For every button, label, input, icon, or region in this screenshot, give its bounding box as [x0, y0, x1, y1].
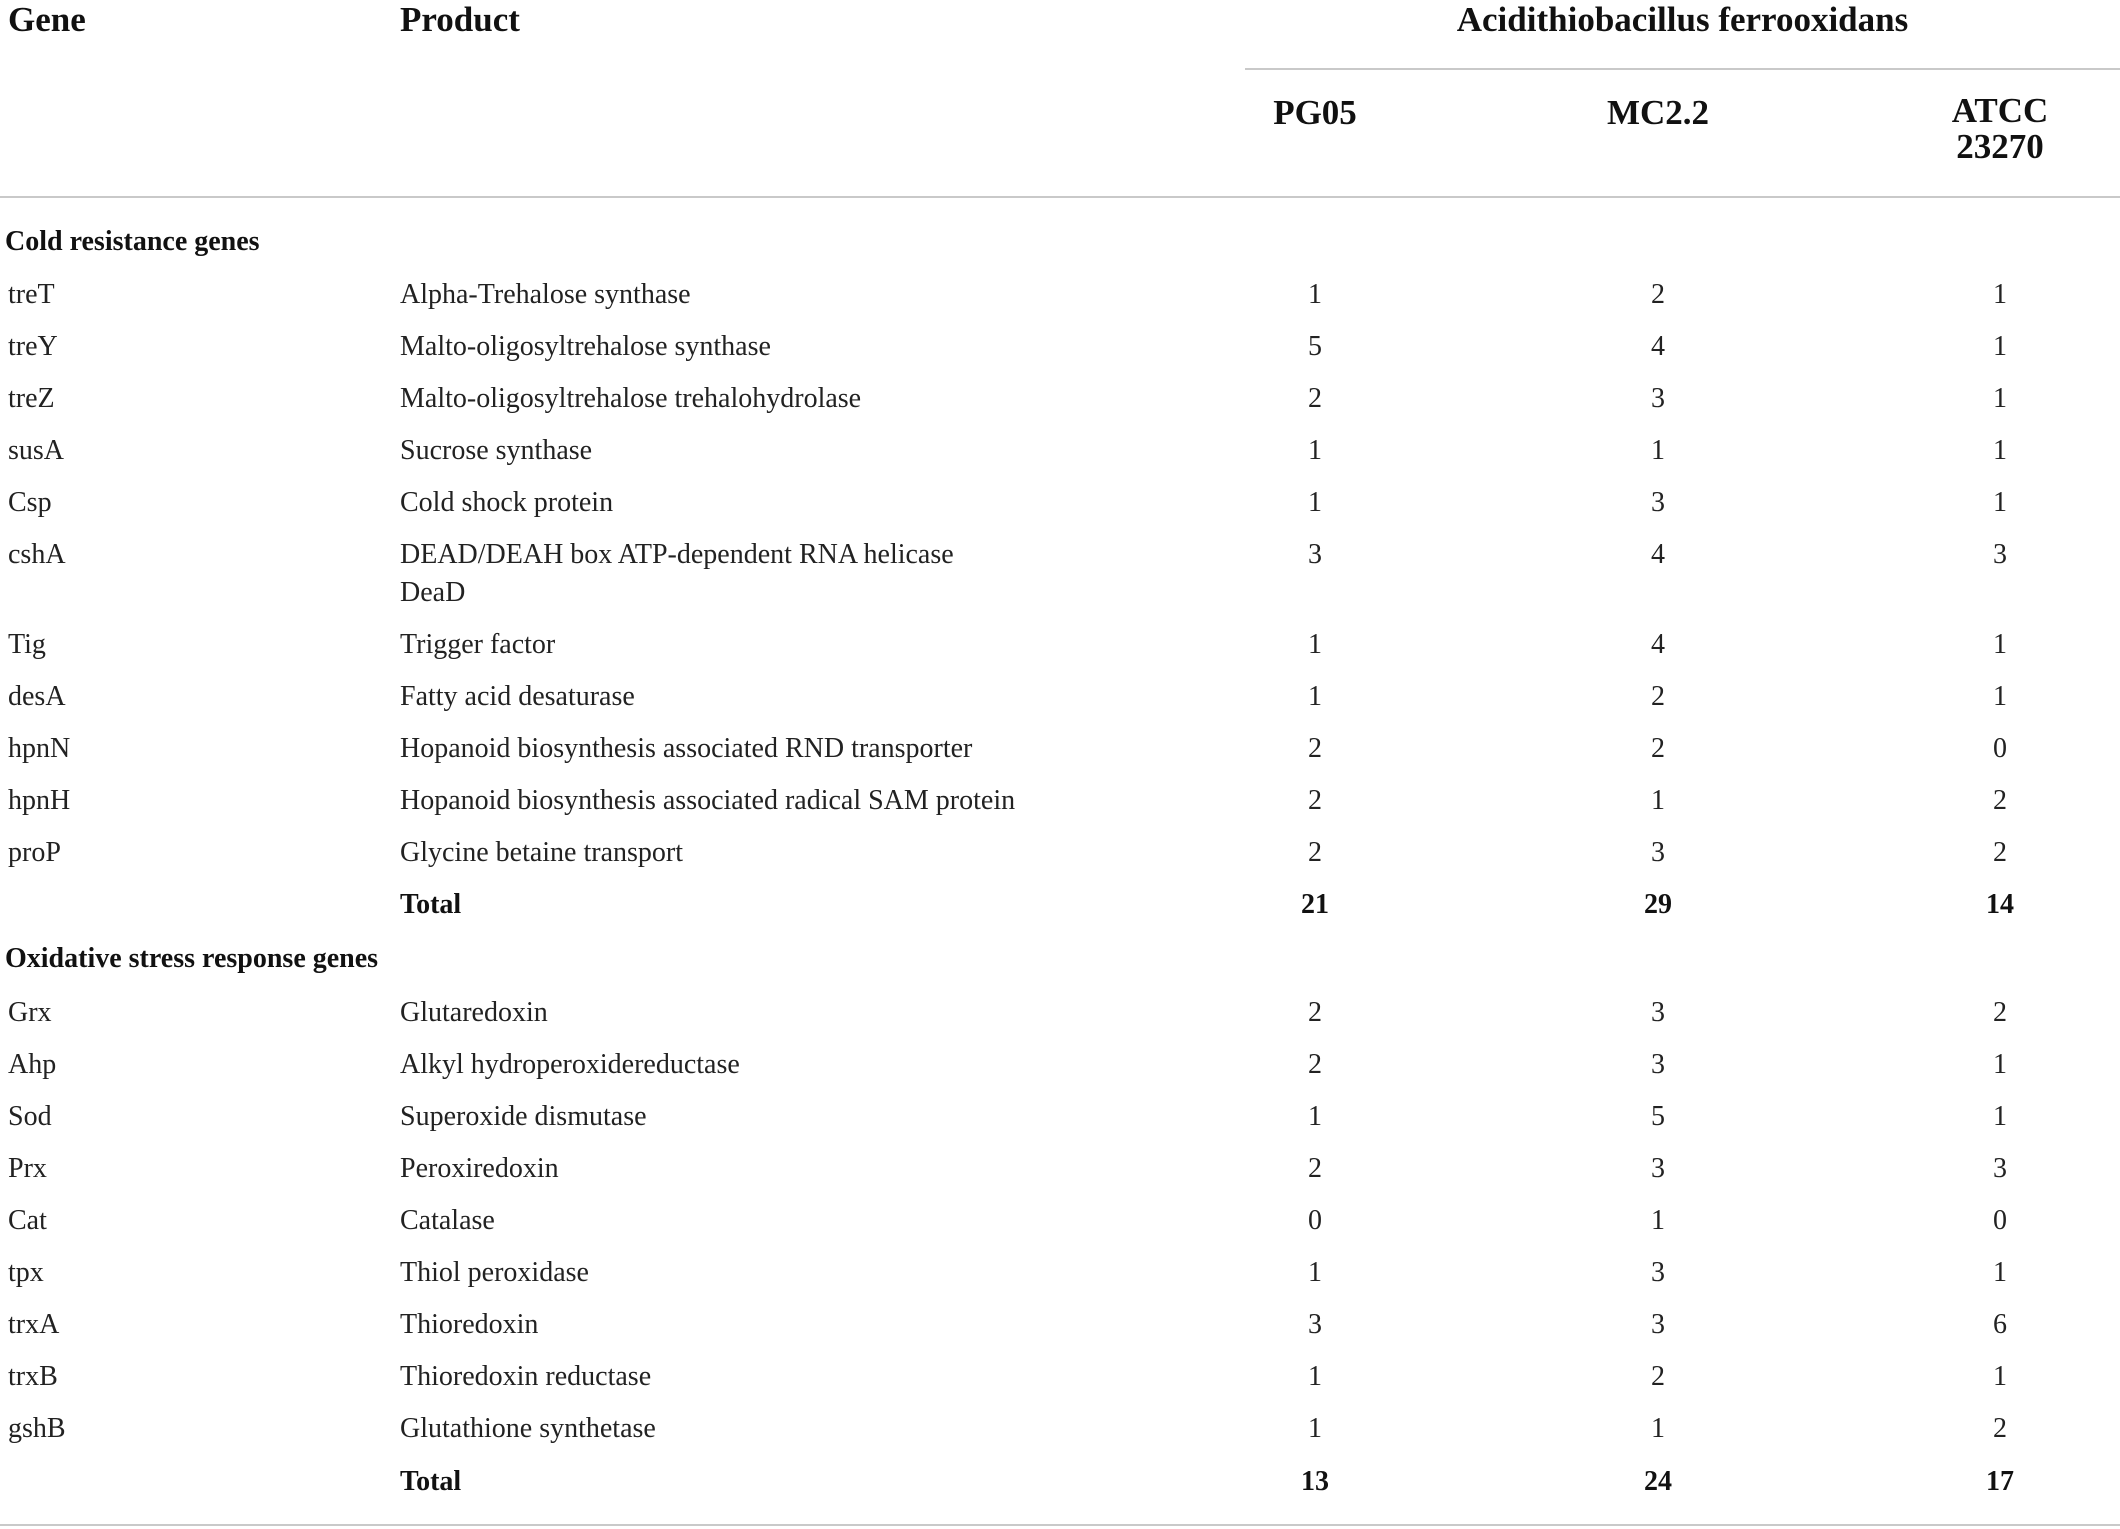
gene-cell: hpnN [8, 733, 71, 764]
value-mc22: 3 [1651, 1153, 1665, 1184]
header-bottom-rule [0, 196, 2120, 198]
product-column-header: Product [400, 0, 520, 39]
product-cell: Thioredoxin reductase [400, 1361, 652, 1392]
product-cell [400, 536, 954, 612]
gene-cell: trxA [8, 1309, 60, 1340]
gene-cell: treZ [8, 383, 55, 414]
product-cell: Thiol peroxidase [400, 1257, 589, 1288]
table-row [0, 1046, 2120, 1098]
value-mc22: 3 [1651, 1257, 1665, 1288]
value-mc22: 4 [1651, 629, 1665, 660]
value-mc22: 1 [1651, 785, 1665, 816]
value-pg05: 3 [1308, 1309, 1322, 1340]
table-row [0, 1150, 2120, 1202]
product-cell: Malto-oligosyltrehalose trehalohydrolase [400, 383, 862, 414]
value-mc22: 4 [1651, 539, 1665, 570]
value-pg05: 1 [1308, 1361, 1322, 1392]
value-atcc23270: 1 [1993, 1049, 2007, 1080]
table-row [0, 1358, 2120, 1410]
value-atcc23270: 0 [1993, 1205, 2007, 1236]
strain-header-pg05: PG05 [1273, 93, 1357, 132]
value-pg05: 1 [1308, 1413, 1322, 1444]
value-atcc23270: 1 [1993, 487, 2007, 518]
total-row [0, 1463, 2120, 1515]
value-atcc23270: 3 [1993, 539, 2007, 570]
total-pg05: 21 [1301, 889, 1329, 920]
total-mc22: 24 [1644, 1466, 1672, 1497]
table-row [0, 1254, 2120, 1306]
value-atcc23270: 2 [1993, 785, 2007, 816]
table-row [0, 328, 2120, 380]
product-cell: Hopanoid biosynthesis associated radical SAM protein [400, 785, 1016, 816]
value-atcc23270: 1 [1993, 1257, 2007, 1288]
table-row [0, 678, 2120, 730]
value-pg05: 2 [1308, 837, 1322, 868]
product-cell: Alpha-Trehalose synthase [400, 279, 691, 310]
gene-cell: treT [8, 279, 55, 310]
product-cell: Catalase [400, 1205, 495, 1236]
value-mc22: 2 [1651, 1361, 1665, 1392]
value-pg05: 1 [1308, 279, 1322, 310]
value-mc22: 2 [1651, 733, 1665, 764]
value-pg05: 5 [1308, 331, 1322, 362]
product-line-2: DeaD [400, 577, 466, 608]
gene-cell: trxB [8, 1361, 58, 1392]
section-title-oxidative-stress: Oxidative stress response genes [5, 943, 379, 974]
product-cell: Hopanoid biosynthesis associated RND transporter [400, 733, 973, 764]
table-row [0, 782, 2120, 834]
value-mc22: 3 [1651, 487, 1665, 518]
table-row [0, 626, 2120, 678]
product-cell: Superoxide dismutase [400, 1101, 647, 1132]
gene-cell: hpnH [8, 785, 71, 816]
product-cell: Glutathione synthetase [400, 1413, 656, 1444]
value-mc22: 3 [1651, 837, 1665, 868]
organism-header: Acidithiobacillus ferrooxidans [1456, 0, 1909, 39]
value-mc22: 3 [1651, 1309, 1665, 1340]
value-mc22: 3 [1651, 997, 1665, 1028]
product-cell: Glutaredoxin [400, 997, 548, 1028]
gene-cell: proP [8, 837, 61, 868]
section-title-cold-resistance: Cold resistance genes [5, 226, 260, 257]
product-cell: Thioredoxin [400, 1309, 539, 1340]
value-pg05: 2 [1308, 1049, 1322, 1080]
value-pg05: 1 [1308, 681, 1322, 712]
product-cell: Trigger factor [400, 629, 556, 660]
table-row [0, 536, 2120, 626]
table-row [0, 1202, 2120, 1254]
value-mc22: 3 [1651, 1049, 1665, 1080]
product-cell: Glycine betaine transport [400, 837, 684, 868]
product-cell: Fatty acid desaturase [400, 681, 635, 712]
value-pg05: 1 [1308, 487, 1322, 518]
value-atcc23270: 1 [1993, 331, 2007, 362]
gene-cell: Tig [8, 629, 46, 660]
value-mc22: 2 [1651, 279, 1665, 310]
table-row [0, 730, 2120, 782]
value-pg05: 2 [1308, 733, 1322, 764]
product-line-1: DEAD/DEAH box ATP-dependent RNA helicase [400, 539, 954, 570]
gene-cell: desA [8, 681, 66, 712]
value-mc22: 1 [1651, 435, 1665, 466]
table-row [0, 1098, 2120, 1150]
gene-column-header: Gene [8, 0, 86, 39]
strain-header-atcc-line1: ATCC [1951, 91, 2049, 130]
product-cell: Peroxiredoxin [400, 1153, 559, 1184]
strain-header-atcc23270 [1900, 93, 2100, 165]
value-mc22: 5 [1651, 1101, 1665, 1132]
table-row [0, 432, 2120, 484]
value-pg05: 2 [1308, 997, 1322, 1028]
product-cell: Alkyl hydroperoxidereductase [400, 1049, 740, 1080]
table-row [0, 1306, 2120, 1358]
value-pg05: 1 [1308, 435, 1322, 466]
value-mc22: 2 [1651, 681, 1665, 712]
value-atcc23270: 6 [1993, 1309, 2007, 1340]
value-atcc23270: 1 [1993, 279, 2007, 310]
value-pg05: 2 [1308, 1153, 1322, 1184]
total-atcc23270: 14 [1986, 889, 2014, 920]
gene-cell: Csp [8, 487, 52, 518]
total-mc22: 29 [1644, 889, 1672, 920]
total-row [0, 886, 2120, 938]
gene-cell: Ahp [8, 1049, 57, 1080]
value-mc22: 1 [1651, 1205, 1665, 1236]
table-row [0, 1410, 2120, 1462]
gene-cell: cshA [8, 539, 66, 570]
product-cell: Malto-oligosyltrehalose synthase [400, 331, 771, 362]
value-atcc23270: 1 [1993, 383, 2007, 414]
value-pg05: 0 [1308, 1205, 1322, 1236]
value-atcc23270: 3 [1993, 1153, 2007, 1184]
value-atcc23270: 1 [1993, 681, 2007, 712]
table-row [0, 834, 2120, 886]
total-label: Total [400, 889, 462, 920]
value-pg05: 3 [1308, 539, 1322, 570]
table-row [0, 994, 2120, 1046]
value-atcc23270: 1 [1993, 1101, 2007, 1132]
value-pg05: 1 [1308, 1257, 1322, 1288]
gene-cell: Prx [8, 1153, 47, 1184]
organism-header-rule [1245, 68, 2120, 70]
value-pg05: 1 [1308, 629, 1322, 660]
value-pg05: 1 [1308, 1101, 1322, 1132]
total-atcc23270: 17 [1986, 1466, 2014, 1497]
product-cell: Cold shock protein [400, 487, 614, 518]
value-pg05: 2 [1308, 785, 1322, 816]
value-atcc23270: 2 [1993, 997, 2007, 1028]
gene-cell: gshB [8, 1413, 66, 1444]
gene-cell: tpx [8, 1257, 44, 1288]
strain-header-mc22: MC2.2 [1606, 93, 1710, 132]
gene-cell: Sod [8, 1101, 52, 1132]
gene-cell: treY [8, 331, 58, 362]
value-atcc23270: 1 [1993, 435, 2007, 466]
value-mc22: 3 [1651, 383, 1665, 414]
value-mc22: 1 [1651, 1413, 1665, 1444]
table-row [0, 484, 2120, 536]
gene-cell: susA [8, 435, 65, 466]
value-atcc23270: 2 [1993, 1413, 2007, 1444]
value-pg05: 2 [1308, 383, 1322, 414]
value-mc22: 4 [1651, 331, 1665, 362]
strain-header-atcc-line2: 23270 [1956, 127, 2044, 166]
value-atcc23270: 1 [1993, 629, 2007, 660]
table-row [0, 380, 2120, 432]
value-atcc23270: 1 [1993, 1361, 2007, 1392]
total-label: Total [400, 1466, 462, 1497]
gene-cell: Cat [8, 1205, 47, 1236]
table-row [0, 276, 2120, 328]
value-atcc23270: 0 [1993, 733, 2007, 764]
total-pg05: 13 [1301, 1466, 1329, 1497]
table-bottom-rule [0, 1524, 2120, 1526]
value-atcc23270: 2 [1993, 837, 2007, 868]
product-cell: Sucrose synthase [400, 435, 593, 466]
gene-cell: Grx [8, 997, 52, 1028]
